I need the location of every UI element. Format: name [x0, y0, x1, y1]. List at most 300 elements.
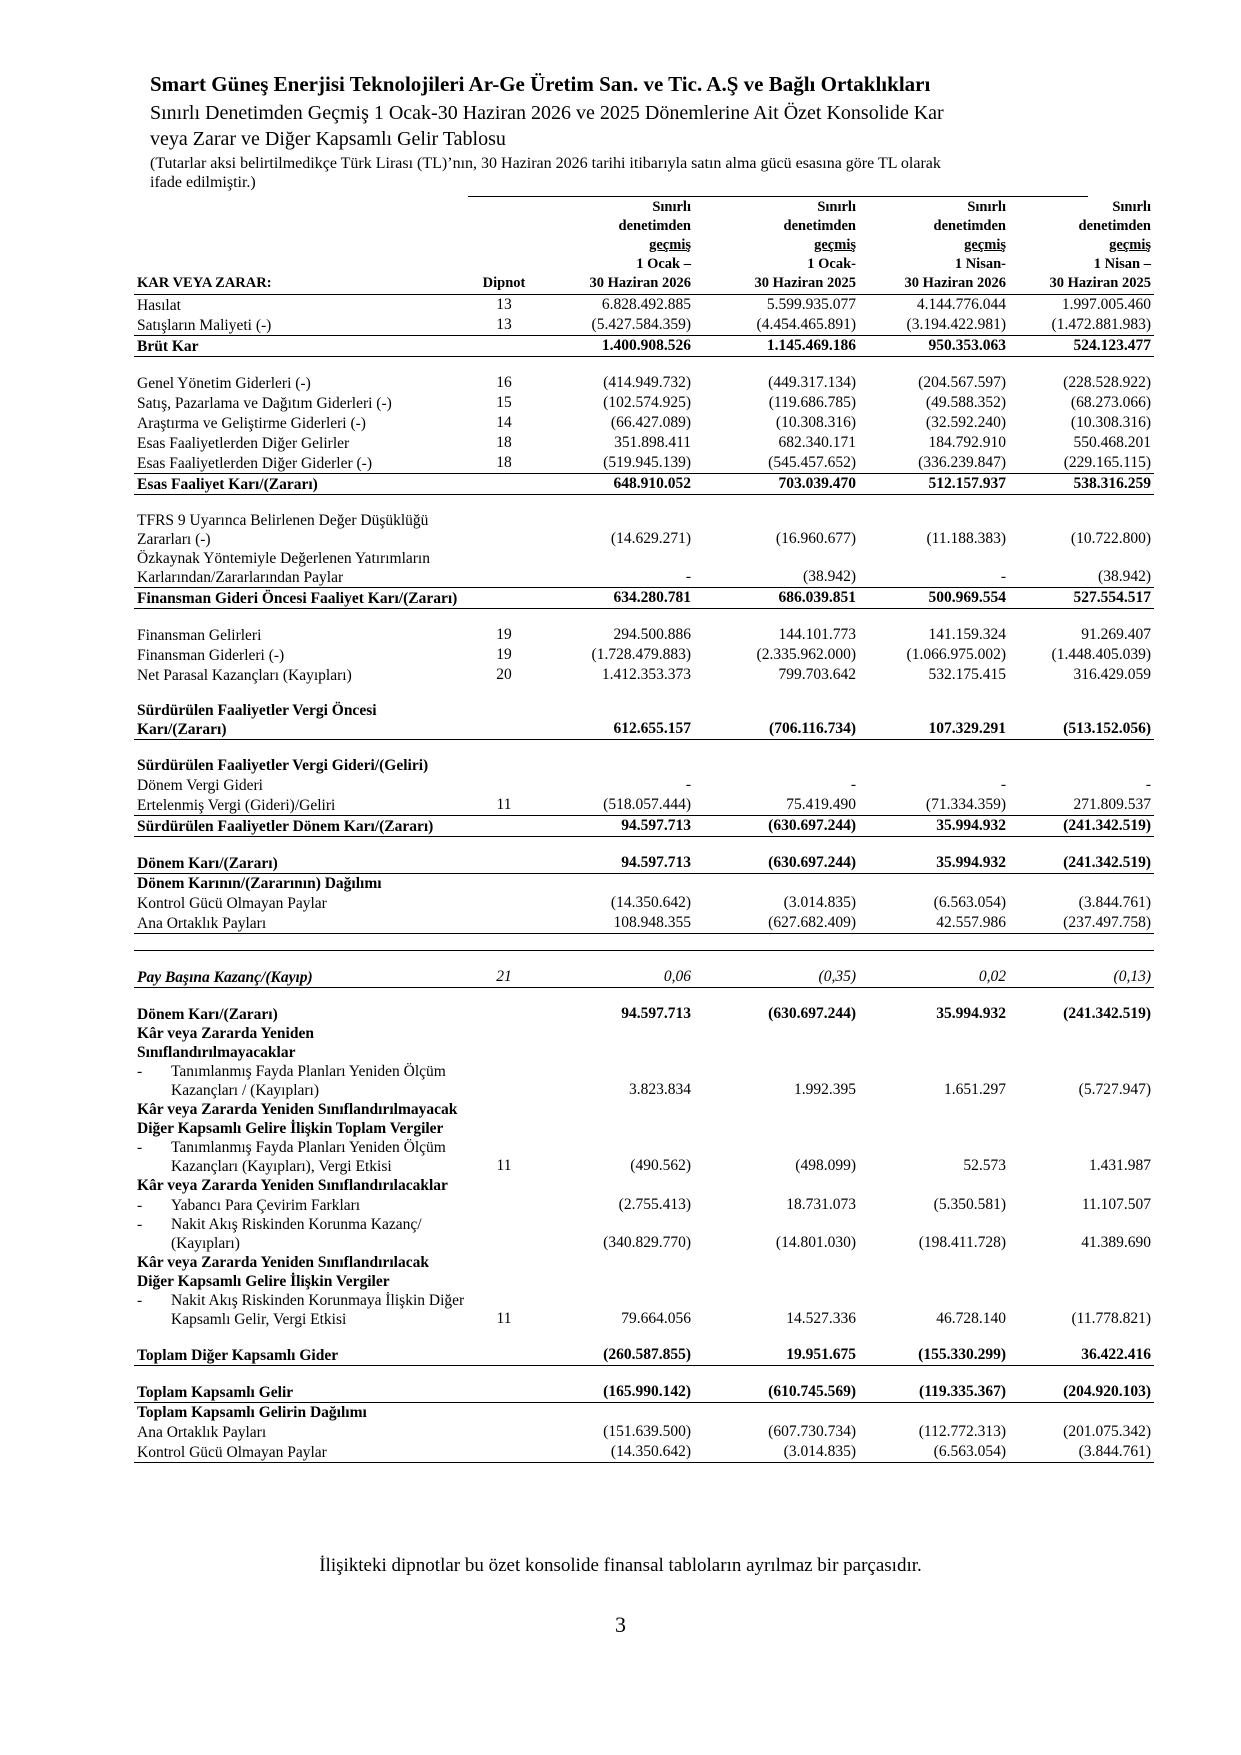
spacer-row — [134, 609, 1154, 626]
row-value-period-4: (3.844.761) — [1078, 894, 1151, 911]
row-label: Toplam Diğer Kapsamlı Gider — [134, 1345, 469, 1366]
row-note — [469, 1215, 539, 1253]
row-value-period-1: (414.949.732) — [603, 374, 691, 391]
row-note — [469, 1345, 539, 1366]
row-value-period-3: 42.557.986 — [859, 913, 1009, 934]
row-value-period-4: (10.308.316) — [1070, 414, 1151, 431]
statement-row — [134, 1253, 1154, 1291]
row-value-period-2 — [694, 1253, 859, 1291]
row-value-period-2: 144.101.773 — [778, 626, 856, 643]
row-value-period-2: (3.014.835) — [694, 1442, 859, 1463]
row-value-period-2: (2.335.962.000) — [756, 646, 856, 663]
period-header — [539, 198, 694, 293]
row-value-period-3 — [859, 874, 1009, 894]
row-value-period-1: 3.823.834 — [629, 1081, 691, 1098]
row-note: 11 — [496, 1157, 512, 1174]
row-value-period-3: 184.792.910 — [928, 434, 1006, 451]
row-value-period-2: (630.697.244) — [694, 816, 859, 837]
row-label: Satışların Maliyeti (-) — [134, 315, 469, 336]
statement-row — [134, 1403, 1154, 1423]
statement-row — [134, 1442, 1154, 1463]
column-header-row — [134, 198, 1154, 293]
row-value-period-2: (0,35) — [694, 967, 859, 988]
spacer-cell — [134, 740, 1154, 757]
row-value-period-1: (518.057.444) — [539, 795, 694, 816]
row-label: Pay Başına Kazanç/(Kayıp) — [134, 967, 469, 988]
row-value-period-4 — [1009, 874, 1154, 894]
row-value-period-3: 950.353.063 — [859, 336, 1009, 357]
row-value-period-2: (3.014.835) — [783, 894, 856, 911]
row-note — [469, 1100, 539, 1138]
statement-row — [134, 1422, 1154, 1442]
row-label: Ana Ortaklık Payları — [137, 1424, 267, 1441]
currency-note-line1: (Tutarlar aksi belirtilmedikçe Türk Lirası (TL)’nın, 30 Haziran 2026 tarihi itibarıyla satın alma gücü esasına göre TL olarak — [150, 155, 941, 172]
row-value-period-3: 107.329.291 — [859, 701, 1009, 740]
row-value-period-4: (201.075.342) — [1063, 1423, 1151, 1440]
row-value-period-1: 612.655.157 — [539, 701, 694, 740]
row-value-period-2: (498.099) — [795, 1157, 856, 1174]
row-note — [469, 1442, 539, 1463]
row-note — [469, 913, 539, 934]
row-note — [469, 588, 539, 609]
row-value-period-3: (204.567.597) — [918, 374, 1006, 391]
row-label: Genel Yönetim Giderleri (-) — [137, 375, 311, 392]
row-value-period-3 — [859, 756, 1009, 775]
period-line1: 1 Nisan- — [954, 256, 1006, 272]
spacer-cell — [134, 495, 1154, 512]
row-value-period-4: 271.809.537 — [1009, 795, 1154, 816]
period-header — [694, 198, 859, 293]
row-value-period-3: - — [1000, 776, 1006, 793]
row-value-period-2: (4.454.465.891) — [694, 315, 859, 336]
statement-row — [134, 967, 1154, 988]
row-value-period-4: 91.269.407 — [1081, 626, 1151, 643]
row-value-period-1: 108.948.355 — [539, 913, 694, 934]
spacer-row — [134, 837, 1154, 854]
row-value-period-4: (237.497.758) — [1009, 913, 1154, 934]
row-value-period-1: 6.828.492.885 — [601, 296, 691, 313]
row-value-period-4: 1.997.005.460 — [1061, 296, 1151, 313]
row-note: 11 — [469, 795, 539, 816]
row-note: 19 — [496, 646, 512, 663]
spacer-cell — [134, 609, 1154, 626]
row-value-period-2: (14.801.030) — [775, 1234, 856, 1251]
row-value-period-3: 52.573 — [963, 1157, 1006, 1174]
row-value-period-1: (2.755.413) — [618, 1196, 691, 1213]
row-value-period-4: 524.123.477 — [1009, 336, 1154, 357]
row-value-period-4: (241.342.519) — [1063, 1005, 1151, 1022]
period-line1: 1 Nisan – — [1093, 256, 1151, 272]
spacer-row — [134, 1329, 1154, 1345]
row-value-period-3: (6.563.054) — [859, 1442, 1009, 1463]
statement-row — [134, 625, 1154, 645]
row-note — [469, 701, 539, 740]
row-value-period-3: (155.330.299) — [859, 1345, 1009, 1366]
spacer-row — [134, 1366, 1154, 1383]
row-label-text: Tanımlanmış Fayda Planları Yeniden Ölçüm Kazançları / (Kayıpları) — [171, 1063, 446, 1099]
audit-status-line1: Sınırlı — [1112, 199, 1151, 215]
statement-row — [134, 1345, 1154, 1366]
row-label: Araştırma ve Geliştirme Giderleri (-) — [137, 415, 366, 432]
row-label: Dönem Vergi Gideri — [137, 777, 263, 794]
audit-status-line1: Sınırlı — [967, 199, 1006, 215]
row-value-period-1: (5.427.584.359) — [539, 315, 694, 336]
row-value-period-2: 686.039.851 — [694, 588, 859, 609]
row-value-period-2: 14.527.336 — [786, 1310, 856, 1327]
row-value-period-2: (38.942) — [694, 549, 859, 588]
row-value-period-1: 94.597.713 — [621, 1005, 691, 1022]
spacer-row — [134, 740, 1154, 757]
row-value-period-4: (3.844.761) — [1009, 1442, 1154, 1463]
section-label: KAR VEYA ZARAR: — [137, 275, 272, 291]
statement-row — [134, 1291, 1154, 1329]
row-value-period-3: (11.188.383) — [926, 530, 1006, 547]
row-value-period-3: 4.144.776.044 — [916, 296, 1006, 313]
row-note: 19 — [496, 626, 512, 643]
row-value-period-3: (49.588.352) — [925, 394, 1006, 411]
bullet-dash: - — [137, 1216, 143, 1233]
row-note — [469, 1382, 539, 1403]
statement-row — [134, 336, 1154, 357]
spacer-row — [134, 934, 1154, 951]
row-note: 11 — [496, 1310, 512, 1327]
currency-note-line2: ifade edilmiştir.) — [150, 174, 256, 191]
row-value-period-4: 11.107.507 — [1081, 1196, 1151, 1213]
row-note: 16 — [496, 374, 512, 391]
row-note — [469, 1195, 539, 1215]
row-value-period-1: (165.990.142) — [539, 1382, 694, 1403]
row-value-period-4 — [1009, 1403, 1154, 1423]
row-note — [469, 874, 539, 894]
row-value-period-3: (71.334.359) — [859, 795, 1009, 816]
row-value-period-3: 532.175.415 — [928, 666, 1006, 683]
row-label: Net Parasal Kazançları (Kayıpları) — [137, 667, 352, 684]
row-label — [134, 1291, 469, 1329]
row-note — [469, 1403, 539, 1423]
audit-status-line2: denetimden — [783, 218, 856, 234]
period-line2: 30 Haziran 2025 — [1049, 275, 1151, 291]
row-value-period-4 — [1009, 1100, 1154, 1138]
row-value-period-2: 703.039.470 — [694, 474, 859, 495]
row-note: 14 — [496, 414, 512, 431]
row-value-period-4: (228.528.922) — [1063, 374, 1151, 391]
statement-row — [134, 775, 1154, 795]
row-label: Kâr veya Zararda Yeniden Sınıflandırılacaklar — [137, 1177, 448, 1194]
row-value-period-4: (241.342.519) — [1009, 853, 1154, 874]
row-label — [134, 1195, 469, 1215]
row-label: Sürdürülen Faaliyetler Vergi Öncesi Karı/(Zararı) — [134, 701, 469, 740]
statement-row — [134, 913, 1154, 934]
row-label: Satış, Pazarlama ve Dağıtım Giderleri (-) — [137, 395, 392, 412]
statement-row — [134, 874, 1154, 894]
row-note — [469, 1004, 539, 1024]
row-value-period-3: 141.159.324 — [928, 626, 1006, 643]
statement-row — [134, 588, 1154, 609]
statement-row — [134, 1024, 1154, 1062]
row-note — [469, 775, 539, 795]
row-value-period-4: (241.342.519) — [1009, 816, 1154, 837]
audit-status-line2: denetimden — [933, 218, 1006, 234]
spacer-row — [134, 357, 1154, 374]
statement-row — [134, 511, 1154, 549]
row-value-period-1: 648.910.052 — [539, 474, 694, 495]
row-value-period-1: 634.280.781 — [539, 588, 694, 609]
row-value-period-2: (607.730.734) — [768, 1423, 856, 1440]
bullet-dash: - — [137, 1197, 143, 1214]
row-value-period-3: 0,02 — [859, 967, 1009, 988]
row-value-period-2: 18.731.073 — [786, 1196, 856, 1213]
row-value-period-1 — [539, 1024, 694, 1062]
statement-title — [150, 100, 1090, 152]
row-label: Özkaynak Yöntemiyle Değerlenen Yatırımların Karlarından/Zararlarından Paylar — [134, 549, 469, 588]
row-value-period-1: 94.597.713 — [539, 853, 694, 874]
row-value-period-3: (3.194.422.981) — [859, 315, 1009, 336]
row-value-period-1 — [539, 874, 694, 894]
row-label: Sürdürülen Faaliyetler Dönem Karı/(Zararı) — [134, 816, 469, 837]
period-line1: 1 Ocak- — [807, 256, 856, 272]
statement-row — [134, 315, 1154, 336]
row-label — [134, 1215, 469, 1253]
row-note: 15 — [496, 394, 512, 411]
spacer-cell — [134, 837, 1154, 854]
statement-row — [134, 413, 1154, 433]
row-value-period-4: (5.727.947) — [1078, 1081, 1151, 1098]
row-label-text: Tanımlanmış Fayda Planları Yeniden Ölçüm Kazançları (Kayıpları), Vergi Etkisi — [171, 1139, 446, 1175]
spacer-row — [134, 685, 1154, 701]
row-value-period-2: (119.686.785) — [768, 394, 856, 411]
spacer-cell — [134, 357, 1154, 374]
row-label: Finansman Gelirleri — [137, 627, 262, 644]
row-value-period-2 — [694, 1100, 859, 1138]
row-value-period-1 — [539, 1100, 694, 1138]
income-statement-table — [134, 198, 1154, 1463]
row-value-period-4: - — [1145, 776, 1151, 793]
row-label: Dönem Karı/(Zararı) — [134, 853, 469, 874]
spacer-row — [134, 988, 1154, 1005]
statement-row — [134, 645, 1154, 665]
statement-row — [134, 393, 1154, 413]
row-note — [469, 549, 539, 588]
row-value-period-4: 36.422.416 — [1009, 1345, 1154, 1366]
audit-status-line2: denetimden — [1078, 218, 1151, 234]
row-note — [469, 893, 539, 913]
row-value-period-2: 799.703.642 — [778, 666, 856, 683]
row-value-period-3 — [859, 1253, 1009, 1291]
statement-row — [134, 1100, 1154, 1138]
row-label: Dönem Karı/(Zararı) — [137, 1006, 278, 1023]
row-value-period-3: (6.563.054) — [933, 894, 1006, 911]
audit-status-line3: geçmiş — [814, 237, 856, 253]
row-value-period-2: 1.145.469.186 — [694, 336, 859, 357]
statement-row — [134, 795, 1154, 816]
row-value-period-2: (545.457.652) — [694, 453, 859, 474]
row-note — [469, 511, 539, 549]
row-value-period-4: 527.554.517 — [1009, 588, 1154, 609]
row-value-period-1: (260.587.855) — [539, 1345, 694, 1366]
bullet-dash: - — [137, 1139, 143, 1156]
row-value-period-1: (102.574.925) — [603, 394, 691, 411]
spacer-cell — [134, 988, 1154, 1005]
statement-row — [134, 549, 1154, 588]
statement-row — [134, 1176, 1154, 1195]
row-label: Kontrol Gücü Olmayan Paylar — [134, 1442, 469, 1463]
row-label-text: Nakit Akış Riskinden Korunma Kazanç/ (Kayıpları) — [171, 1216, 422, 1252]
row-value-period-3 — [859, 1176, 1009, 1195]
row-value-period-1: (14.350.642) — [539, 1442, 694, 1463]
row-value-period-1: (340.829.770) — [603, 1234, 691, 1251]
row-value-period-2 — [694, 874, 859, 894]
row-value-period-3: (5.350.581) — [933, 1196, 1006, 1213]
row-value-period-1: 94.597.713 — [539, 816, 694, 837]
spacer-row — [134, 951, 1154, 968]
row-value-period-3: 46.728.140 — [936, 1310, 1006, 1327]
row-value-period-3: (119.335.367) — [859, 1382, 1009, 1403]
row-value-period-4: 316.429.059 — [1073, 666, 1151, 683]
bullet-dash: - — [137, 1292, 143, 1309]
row-value-period-1: (151.639.500) — [603, 1423, 691, 1440]
note-column-header: Dipnot — [482, 275, 526, 291]
row-label: Toplam Kapsamlı Gelir — [134, 1382, 469, 1403]
row-value-period-4: 538.316.259 — [1009, 474, 1154, 495]
row-value-period-4 — [1009, 756, 1154, 775]
statement-row — [134, 701, 1154, 740]
row-label: Ertelenmiş Vergi (Gideri)/Geliri — [134, 795, 469, 816]
row-value-period-3: (32.592.240) — [925, 414, 1006, 431]
statement-row — [134, 1138, 1154, 1176]
period-line2: 30 Haziran 2026 — [589, 275, 691, 291]
row-label: Esas Faaliyet Karı/(Zararı) — [134, 474, 469, 495]
row-value-period-3: 35.994.932 — [859, 816, 1009, 837]
statement-row — [134, 1195, 1154, 1215]
spacer-cell — [134, 934, 1154, 951]
statement-row — [134, 1215, 1154, 1253]
row-value-period-2: (449.317.134) — [768, 374, 856, 391]
row-value-period-1: - — [685, 776, 691, 793]
row-label: Kâr veya Zararda Yeniden Sınıflandırılacak Diğer Kapsamlı Gelire İlişkin Vergiler — [137, 1254, 429, 1290]
statement-row — [134, 295, 1154, 316]
row-value-period-3: (336.239.847) — [859, 453, 1009, 474]
statement-row — [134, 373, 1154, 393]
row-note: 20 — [496, 666, 512, 683]
row-label — [134, 1138, 469, 1176]
page-number: 3 — [615, 1612, 626, 1637]
row-value-period-1: (1.728.479.883) — [591, 646, 691, 663]
period-line2: 30 Haziran 2025 — [754, 275, 856, 291]
row-note: 18 — [496, 434, 512, 451]
row-note — [469, 1024, 539, 1062]
audit-status-line1: Sınırlı — [817, 199, 856, 215]
row-value-period-1: 351.898.411 — [614, 434, 691, 451]
row-label: Brüt Kar — [134, 336, 469, 357]
row-value-period-4: (513.152.056) — [1009, 701, 1154, 740]
row-label: Kâr veya Zararda Yeniden Sınıflandırılmayacaklar — [137, 1025, 314, 1061]
row-value-period-4: 41.389.690 — [1081, 1234, 1151, 1251]
row-value-period-3: (198.411.728) — [918, 1234, 1006, 1251]
row-note: 13 — [469, 315, 539, 336]
row-value-period-3 — [859, 1024, 1009, 1062]
row-value-period-3: 500.969.554 — [859, 588, 1009, 609]
row-value-period-1: 294.500.886 — [613, 626, 691, 643]
row-value-period-1: (14.350.642) — [610, 894, 691, 911]
row-value-period-1 — [539, 756, 694, 775]
spacer-cell — [134, 951, 1154, 968]
row-value-period-2: (610.745.569) — [694, 1382, 859, 1403]
company-name: Smart Güneş Enerjisi Teknolojileri Ar-Ge Üretim San. ve Tic. A.Ş ve Bağlı Ortaklıkları — [150, 72, 931, 96]
row-label: Ana Ortaklık Payları — [134, 913, 469, 934]
audit-status-line2: denetimden — [618, 218, 691, 234]
row-value-period-3: 35.994.932 — [859, 853, 1009, 874]
row-value-period-1: 79.664.056 — [621, 1310, 691, 1327]
row-value-period-3: 512.157.937 — [859, 474, 1009, 495]
row-value-period-2: (630.697.244) — [768, 1005, 856, 1022]
audit-status-line3: geçmiş — [964, 237, 1006, 253]
row-value-period-1: (519.945.139) — [539, 453, 694, 474]
row-value-period-1: (14.629.271) — [610, 530, 691, 547]
statement-row — [134, 893, 1154, 913]
row-value-period-2: (16.960.677) — [775, 530, 856, 547]
row-note: 18 — [469, 453, 539, 474]
statement-row — [134, 474, 1154, 495]
statement-row — [134, 853, 1154, 874]
row-value-period-2: 75.419.490 — [694, 795, 859, 816]
row-label: Sürdürülen Faaliyetler Vergi Gideri/(Geliri) — [137, 757, 429, 774]
row-value-period-3 — [859, 1403, 1009, 1423]
row-note — [469, 1062, 539, 1100]
row-value-period-1 — [539, 1403, 694, 1423]
row-value-period-1: - — [539, 549, 694, 588]
footer-note: İlişikteki dipnotlar bu özet konsolide finansal tabloların ayrılmaz bir parçasıdır. — [319, 1555, 922, 1576]
audit-status-line3: geçmiş — [1109, 237, 1151, 253]
spacer-cell — [134, 1366, 1154, 1383]
row-label: Kontrol Gücü Olmayan Paylar — [137, 895, 327, 912]
spacer-cell — [134, 685, 1154, 701]
row-label: Finansman Gideri Öncesi Faaliyet Karı/(Zararı) — [134, 588, 469, 609]
row-value-period-2: (627.682.409) — [694, 913, 859, 934]
row-value-period-3: (1.066.975.002) — [906, 646, 1006, 663]
row-value-period-2 — [694, 1024, 859, 1062]
row-label-text: Nakit Akış Riskinden Korunmaya İlişkin Diğer Kapsamlı Gelir, Vergi Etkisi — [171, 1292, 465, 1328]
row-value-period-1: 1.400.908.526 — [539, 336, 694, 357]
row-note — [469, 474, 539, 495]
statement-title-line2: veya Zarar ve Diğer Kapsamlı Gelir Tablosu — [150, 128, 506, 150]
row-value-period-2 — [694, 1403, 859, 1423]
row-value-period-1: (490.562) — [630, 1157, 691, 1174]
row-value-period-1: (66.427.089) — [610, 414, 691, 431]
row-label: Toplam Kapsamlı Gelirin Dağılımı — [137, 1404, 367, 1421]
row-label: Kâr veya Zararda Yeniden Sınıflandırılmayacak Diğer Kapsamlı Gelire İlişkin Toplam Vergiler — [137, 1101, 458, 1137]
row-value-period-4: (204.920.103) — [1009, 1382, 1154, 1403]
row-value-period-4: (1.448.405.039) — [1051, 646, 1151, 663]
row-value-period-4: (229.165.115) — [1009, 453, 1154, 474]
row-label-text: Yabancı Para Çevirim Farkları — [171, 1197, 361, 1214]
row-value-period-2: 1.992.395 — [794, 1081, 856, 1098]
row-label: Finansman Giderleri (-) — [137, 647, 285, 664]
row-value-period-1 — [539, 1176, 694, 1195]
row-value-period-4: 550.468.201 — [1073, 434, 1151, 451]
currency-note — [150, 154, 1090, 192]
statement-row — [134, 1004, 1154, 1024]
row-value-period-4: (68.273.066) — [1070, 394, 1151, 411]
row-note — [469, 1422, 539, 1442]
row-note — [469, 756, 539, 775]
statement-row — [134, 1062, 1154, 1100]
period-header — [859, 198, 1009, 293]
statement-row — [134, 453, 1154, 474]
row-label: Dönem Karının/(Zararının) Dağılımı — [137, 875, 382, 892]
row-value-period-3: - — [859, 549, 1009, 588]
row-note: 21 — [469, 967, 539, 988]
spacer-row — [134, 495, 1154, 512]
